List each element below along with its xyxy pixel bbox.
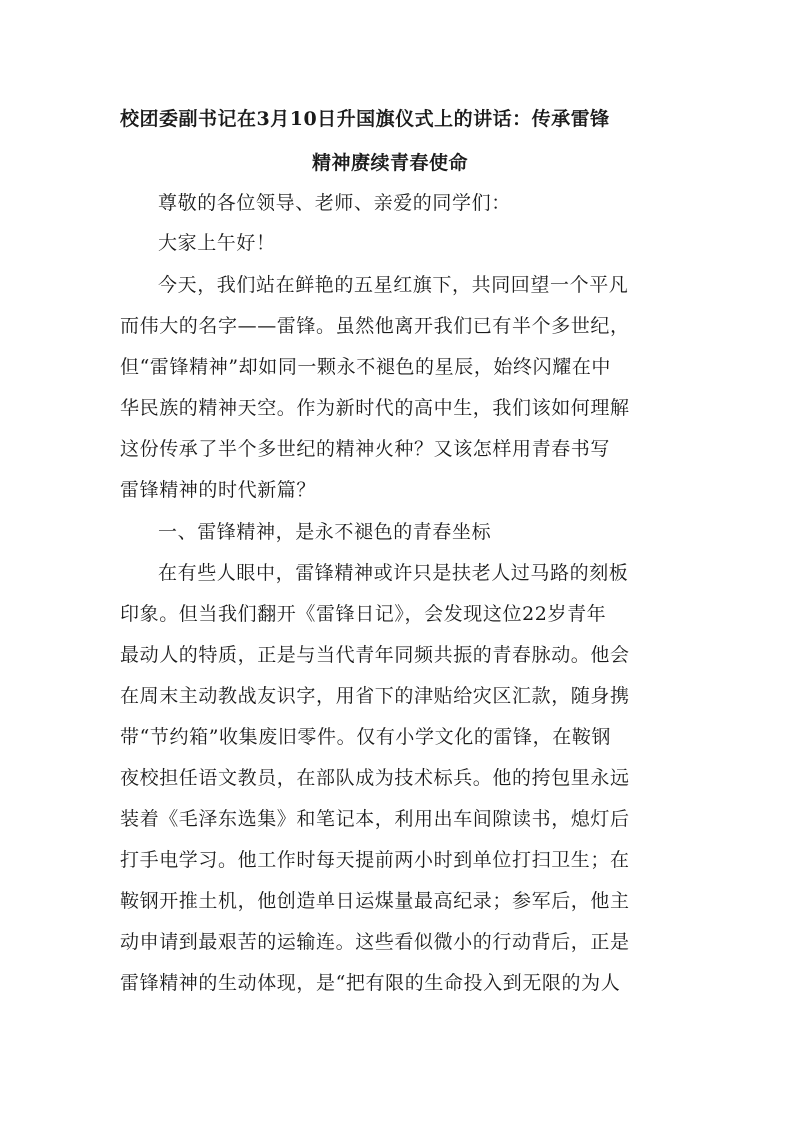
paragraph-line: 最动人的特质，正是与当代青年同频共振的青春脉动。他会 <box>120 644 630 666</box>
paragraph-line: 雷锋精神的生动体现，是“把有限的生命投入到无限的为人 <box>120 972 621 994</box>
paragraph-line: 但“雷锋精神”却如同一颗永不褪色的星辰，始终闪耀在中 <box>120 356 612 378</box>
section-heading: 一、雷锋精神，是永不褪色的青春坐标 <box>158 521 492 543</box>
paragraph-line: 在周末主动教战友识字，用省下的津贴给灾区汇款，随身携 <box>120 685 630 707</box>
paragraph-line: 鞍钢开推土机，他创造单日运煤量最高纪录；参军后，他主 <box>120 890 630 912</box>
paragraph-line: 在有些人眼中，雷锋精神或许只是扶老人过马路的刻板 <box>158 562 629 584</box>
paragraph-line: 华民族的精神天空。作为新时代的高中生，我们该如何理解 <box>120 397 630 419</box>
paragraph-line: 雷锋精神的时代新篇？ <box>120 479 317 501</box>
salutation: 尊敬的各位领导、老师、亲爱的同学们： <box>158 192 511 214</box>
paragraph-line: 这份传承了半个多世纪的精神火种？又该怎样用青春书写 <box>120 438 611 460</box>
paragraph-line: 印象。但当我们翻开《雷锋日记》，会发现这位22岁青年 <box>120 603 607 625</box>
paragraph-line: 而伟大的名字——雷锋。虽然他离开我们已有半个多世纪， <box>120 315 630 337</box>
paragraph-line: 夜校担任语文教员，在部队成为技术标兵。他的挎包里永远 <box>120 767 630 789</box>
paragraph-line: 今天，我们站在鲜艳的五星红旗下，共同回望一个平凡 <box>158 274 629 296</box>
paragraph-line: 装着《毛泽东选集》和笔记本，利用出车间隙读书，熄灯后 <box>120 808 630 830</box>
document-title-line-1: 校团委副书记在3月10日升国旗仪式上的讲话：传承雷锋 <box>120 108 610 130</box>
paragraph-line: 打手电学习。他工作时每天提前两小时到单位打扫卫生；在 <box>120 849 630 871</box>
greeting: 大家上午好！ <box>158 232 276 254</box>
document-title-line-2: 精神赓续青春使命 <box>312 152 469 174</box>
paragraph-line: 动申请到最艰苦的运输连。这些看似微小的行动背后，正是 <box>120 931 630 953</box>
paragraph-line: 带“节约箱”收集废旧零件。仅有小学文化的雷锋，在鞍钢 <box>120 726 612 748</box>
